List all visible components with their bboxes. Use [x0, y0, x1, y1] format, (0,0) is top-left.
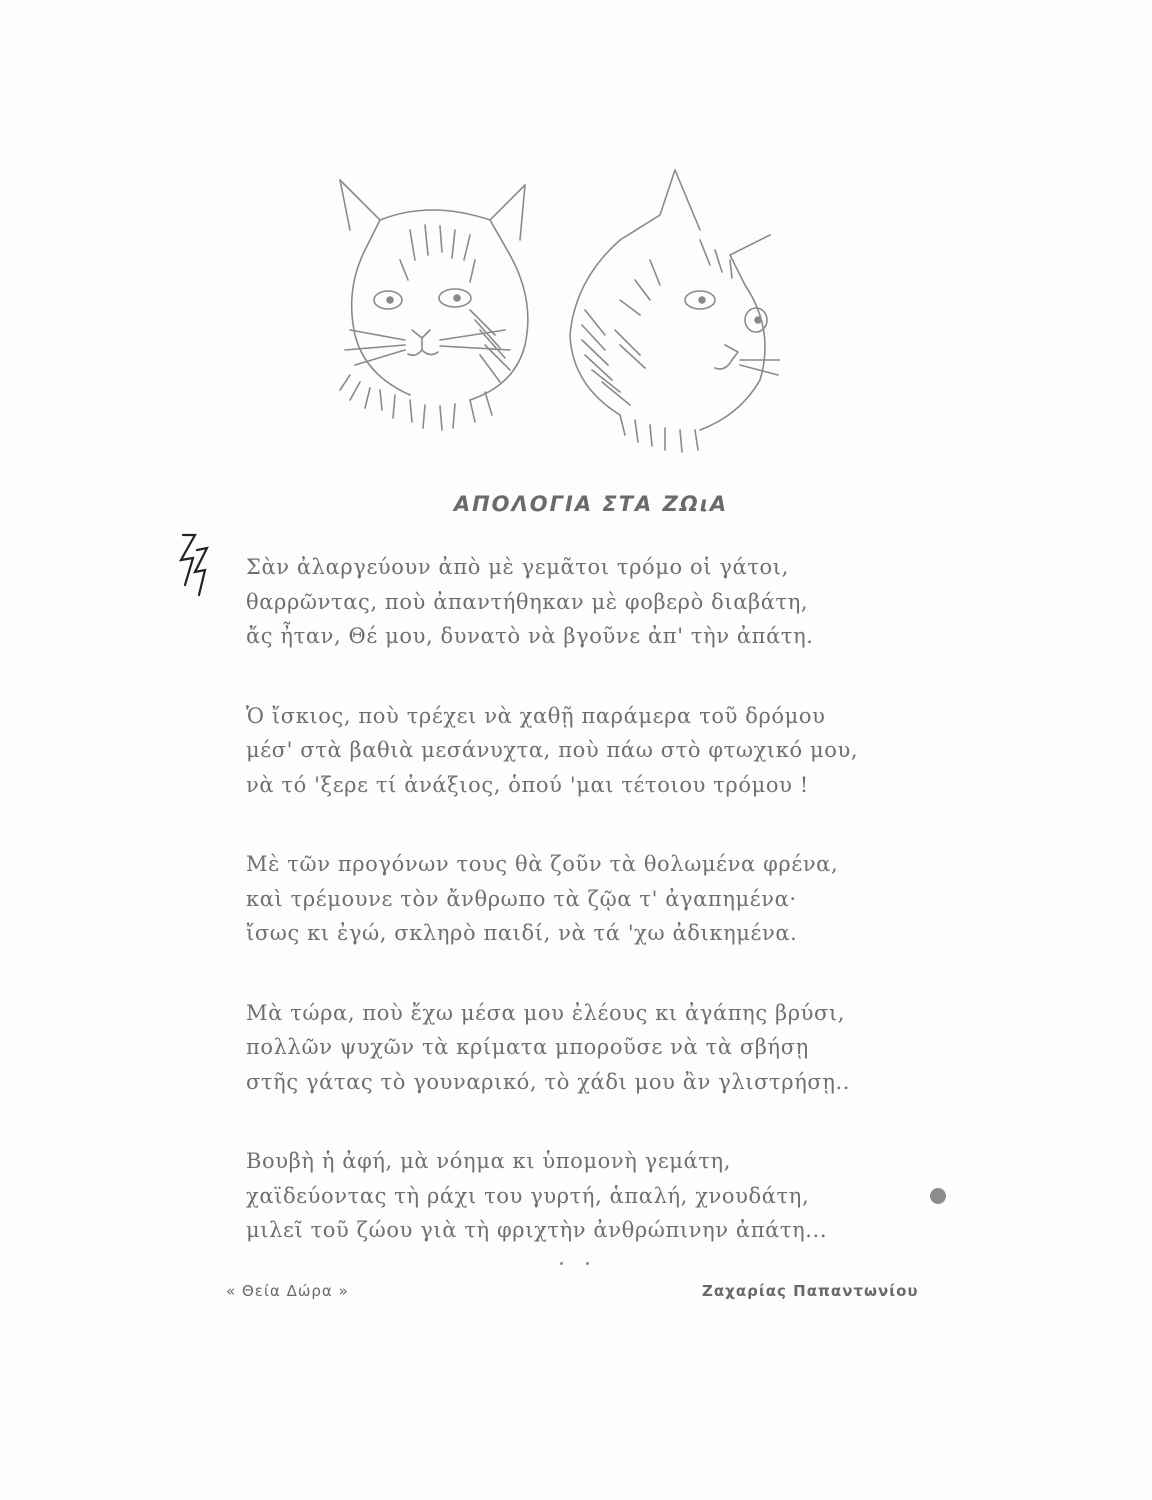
- poem-body: [246, 550, 966, 1293]
- cats-illustration: [320, 160, 780, 460]
- poem-line: θαρρῶντας, ποὺ ἀπαντήθηκαν μὲ φοβερὸ διαβάτη,: [246, 589, 809, 614]
- left-cat-head-icon: [340, 180, 528, 430]
- poem-line: Σὰν ἀλαργεύουν ἀπὸ μὲ γεμᾶτοι τρόμο οἱ γάτοι,: [246, 555, 789, 579]
- stanza: [246, 847, 966, 951]
- poem-line: Μὰ τώρα, ποὺ ἔχω μέσα μου ἐλέους κι ἀγάπης βρύσι,: [246, 1000, 846, 1025]
- poem-line: Βουβὴ ἡ ἀφή, μὰ νόημα κι ὑπομονὴ γεμάτη,: [246, 1149, 732, 1173]
- poem-line: Ὁ ἴσκιος, ποὺ τρέχει νὰ χαθῇ παράμερα τοῦ δρόμου: [246, 703, 826, 728]
- poem-title: ΑΠΟΛΟΓΙΑ ΣΤΑ ΖΩιΑ: [453, 492, 729, 516]
- stanza: [246, 550, 966, 654]
- poem-line: χαϊδεύοντας τὴ ράχι του γυρτή, ἁπαλή, χνουδάτη,: [246, 1183, 810, 1208]
- poem-line: στῆς γάτας τὸ γουναρικό, τὸ χάδι μου ἂν γλιστρήσῃ..: [246, 1069, 851, 1094]
- poem-line: καὶ τρέμουνε τὸν ἄνθρωπο τὰ ζῷα τ' ἀγαπημένα·: [246, 886, 797, 911]
- poem-line: ἄς ἦταν, Θέ μου, δυνατὸ νὰ βγοῦνε ἀπ' τὴν ἀπάτη.: [246, 624, 814, 648]
- ink-speck: [930, 1188, 946, 1204]
- stanza: [246, 996, 966, 1100]
- poem-line: μιλεῖ τοῦ ζώου γιὰ τὴ φριχτὴν ἀνθρώπινην ἀπάτη...: [246, 1218, 828, 1242]
- author-name: Ζαχαρίας Παπαντωνίου: [702, 1282, 919, 1300]
- poem-line: μέσ' στὰ βαθιὰ μεσάνυχτα, ποὺ πάω στὸ φτωχικό μου,: [246, 738, 859, 762]
- right-cat-head-icon: [570, 170, 780, 452]
- ink-speck: [586, 1262, 589, 1265]
- source-citation: « Θεία Δώρα »: [226, 1282, 349, 1300]
- stanza: [246, 699, 966, 803]
- stanza: [246, 1144, 966, 1248]
- poem-line: Μὲ τῶν προγόνων τους θὰ ζοῦν τὰ θολωμένα φρένα,: [246, 852, 839, 876]
- poem-line: ἴσως κι ἐγώ, σκληρὸ παιδί, νὰ τά 'χω ἀδικημένα.: [246, 921, 798, 945]
- poem-line: πολλῶν ψυχῶν τὰ κρίματα μποροῦσε νὰ τὰ σβήσῃ: [246, 1035, 809, 1059]
- handwritten-mark-icon: [175, 530, 215, 600]
- poem-line: νὰ τό 'ξερε τί ἀνάξιος, ὁπού 'μαι τέτοιου τρόμου !: [246, 772, 809, 797]
- ink-speck: [560, 1262, 563, 1265]
